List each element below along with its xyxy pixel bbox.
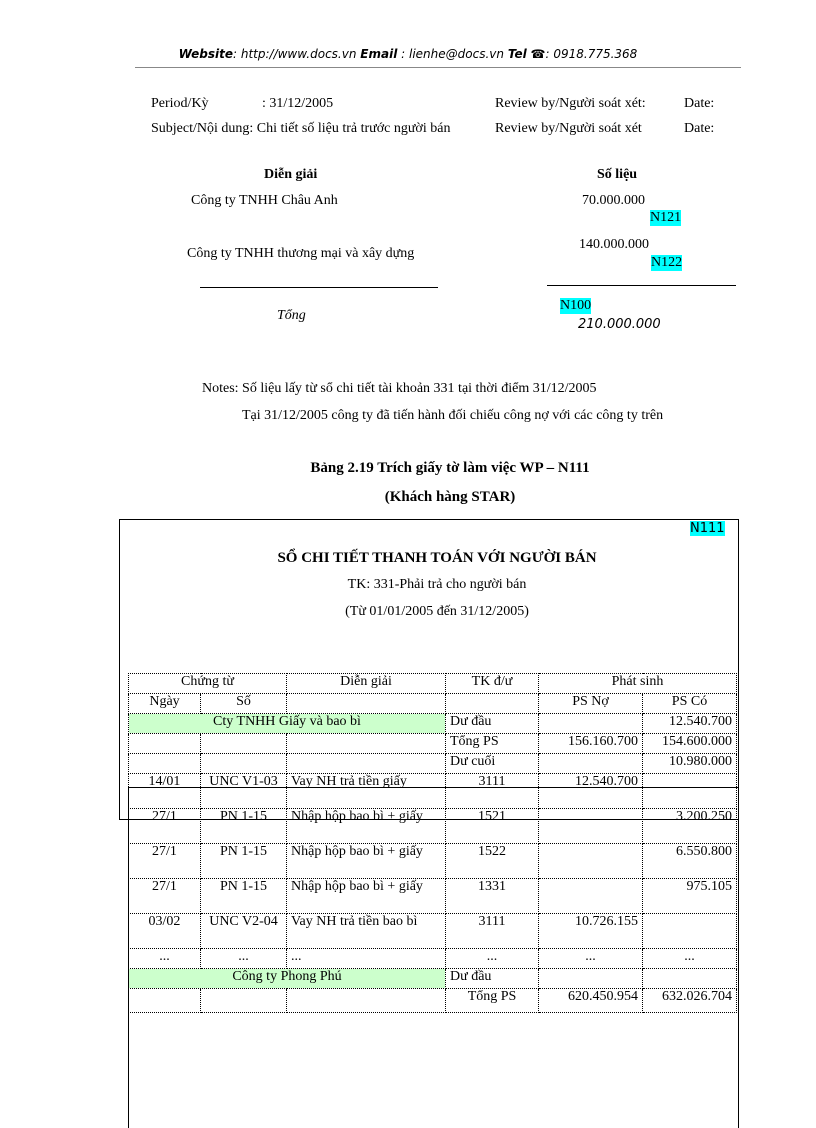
ledger-period: (Từ 01/01/2005 đến 31/12/2005)	[345, 604, 529, 619]
balance-debit: 620.450.954	[539, 989, 643, 1013]
entry-acct: 1331	[446, 879, 539, 914]
balance-debit: 156.160.700	[539, 734, 643, 754]
caption-line-2: (Khách hàng STAR)	[384, 489, 516, 505]
entry-date: 03/02	[129, 914, 201, 949]
ledger-header-row-2	[129, 694, 737, 714]
summary-row-1-name: Công ty TNHH Châu Anh	[191, 193, 338, 208]
table-row	[129, 949, 737, 969]
entry-desc: Nhập hộp bao bì + giấy	[287, 809, 446, 844]
entry-date: ...	[129, 949, 201, 969]
entry-acct: 1521	[446, 809, 539, 844]
entry-desc: Nhập hộp bao bì + giấy	[287, 879, 446, 914]
entry-debit: ...	[539, 949, 643, 969]
balance-credit: 10.980.000	[643, 754, 737, 774]
entry-desc: Vay NH trả tiền bao bì	[287, 914, 446, 949]
ledger-subtitle: TK: 331-Phải trả cho người bán	[347, 577, 527, 592]
table-row	[129, 809, 737, 844]
website-value[interactable]: : http://www.docs.vn	[233, 47, 357, 61]
entry-acct: 3111	[446, 774, 539, 809]
entry-no: PN 1-15	[201, 809, 287, 844]
balance-credit: 154.600.000	[643, 734, 737, 754]
col-no: Số	[201, 694, 287, 714]
subject-line: Subject/Nội dung: Chi tiết số liệu trả trước người bán	[151, 121, 451, 136]
entry-no: PN 1-15	[201, 844, 287, 879]
table-row	[129, 754, 737, 774]
ledger-table	[128, 673, 737, 1013]
tel-label: Tel	[507, 47, 527, 61]
entry-acct: ...	[446, 949, 539, 969]
balance-debit	[539, 969, 643, 989]
entry-credit: ...	[643, 949, 737, 969]
balance-label: Tổng PS	[446, 734, 539, 754]
summary-row-2-value: 140.000.000	[579, 237, 649, 252]
summary-row-2-name: Công ty TNHH thương mại và xây dựng	[187, 246, 415, 261]
entry-desc: Nhập hộp bao bì + giấy	[287, 844, 446, 879]
entry-debit: 12.540.700	[539, 774, 643, 809]
summary-total-ref[interactable]: N100	[560, 298, 592, 313]
col-date: Ngày	[129, 694, 201, 714]
balance-label: Dư cuối	[446, 754, 539, 774]
entry-credit	[643, 774, 737, 809]
company-1-name: Cty TNHH Giấy và bao bì	[129, 714, 446, 734]
entry-credit: 3.200.250	[643, 809, 737, 844]
summary-rule-left	[200, 287, 438, 288]
entry-no: PN 1-15	[201, 879, 287, 914]
entry-date: 27/1	[129, 844, 201, 879]
review-label-2: Review by/Người soát xét	[495, 121, 642, 136]
col-arise: Phát sinh	[539, 674, 737, 694]
balance-credit: 632.026.704	[643, 989, 737, 1013]
col-debit: PS Nợ	[539, 694, 643, 714]
table-row	[129, 969, 737, 989]
entry-acct: 3111	[446, 914, 539, 949]
col-credit: PS Có	[643, 694, 737, 714]
balance-debit	[539, 754, 643, 774]
entry-acct: 1522	[446, 844, 539, 879]
page-header	[0, 47, 816, 61]
summary-row-2-ref[interactable]: N122	[651, 255, 683, 270]
summary-row-1-ref[interactable]: N121	[650, 210, 682, 225]
table-row	[129, 714, 737, 734]
email-value[interactable]: : lienhe@docs.vn	[401, 47, 504, 61]
entry-no: ...	[201, 949, 287, 969]
balance-credit	[643, 969, 737, 989]
notes-line-2: Tại 31/12/2005 công ty đã tiến hành đối chiếu công nợ với các công ty trên	[242, 408, 664, 423]
period-value: : 31/12/2005	[262, 96, 334, 111]
summary-total-label: Tổng	[277, 308, 306, 323]
company-2-name: Công ty Phong Phú	[129, 969, 446, 989]
table-row	[129, 989, 737, 1013]
email-label: Email	[360, 47, 398, 61]
balance-credit: 12.540.700	[643, 714, 737, 734]
table-row	[129, 914, 737, 949]
table-row	[129, 734, 737, 754]
header-rule	[135, 67, 741, 68]
summary-col-desc: Diễn giải	[264, 167, 318, 182]
summary-rule-right	[547, 285, 736, 286]
summary-total-value: 210.000.000	[578, 317, 661, 332]
entry-debit	[539, 844, 643, 879]
date-label-2: Date:	[684, 121, 715, 136]
entry-date: 27/1	[129, 879, 201, 914]
entry-credit	[643, 914, 737, 949]
summary-row-1-value: 70.000.000	[582, 193, 645, 208]
balance-label: Tổng PS	[446, 989, 539, 1013]
summary-col-value: Số liệu	[597, 167, 638, 182]
caption-line-1: Bảng 2.19 Trích giấy tờ làm việc WP – N111	[310, 460, 590, 476]
balance-label: Dư đầu	[446, 714, 539, 734]
balance-label: Dư đầu	[446, 969, 539, 989]
ledger-title: SỔ CHI TIẾT THANH TOÁN VỚI NGƯỜI BÁN	[277, 550, 597, 566]
entry-debit	[539, 809, 643, 844]
period-label: Period/Kỳ	[151, 96, 209, 111]
date-label-1: Date:	[684, 96, 715, 111]
col-desc: Diễn giải	[287, 674, 446, 694]
ledger-header-row-1	[129, 674, 737, 694]
entry-credit: 975.105	[643, 879, 737, 914]
balance-debit	[539, 714, 643, 734]
entry-debit	[539, 879, 643, 914]
entry-date: 27/1	[129, 809, 201, 844]
col-voucher: Chứng từ	[129, 674, 287, 694]
entry-no: UNC V1-03	[201, 774, 287, 809]
website-label: Website	[178, 47, 233, 61]
col-acct: TK đ/ư	[446, 674, 539, 694]
entry-desc: ...	[287, 949, 446, 969]
phone-icon: ☎	[530, 47, 546, 61]
notes-line-1: Notes: Số liệu lấy từ sổ chi tiết tài khoản 331 tại thời điểm 31/12/2005	[202, 381, 597, 396]
entry-credit: 6.550.800	[643, 844, 737, 879]
entry-desc: Vay NH trả tiền giấy	[287, 774, 446, 809]
table-row	[129, 774, 737, 809]
table-row	[129, 844, 737, 879]
entry-no: UNC V2-04	[201, 914, 287, 949]
ledger-ref[interactable]: N111	[690, 521, 725, 536]
table-row	[129, 879, 737, 914]
tel-value: : 0918.775.368	[545, 47, 638, 61]
entry-date: 14/01	[129, 774, 201, 809]
entry-debit: 10.726.155	[539, 914, 643, 949]
review-label-1: Review by/Người soát xét:	[495, 96, 646, 111]
